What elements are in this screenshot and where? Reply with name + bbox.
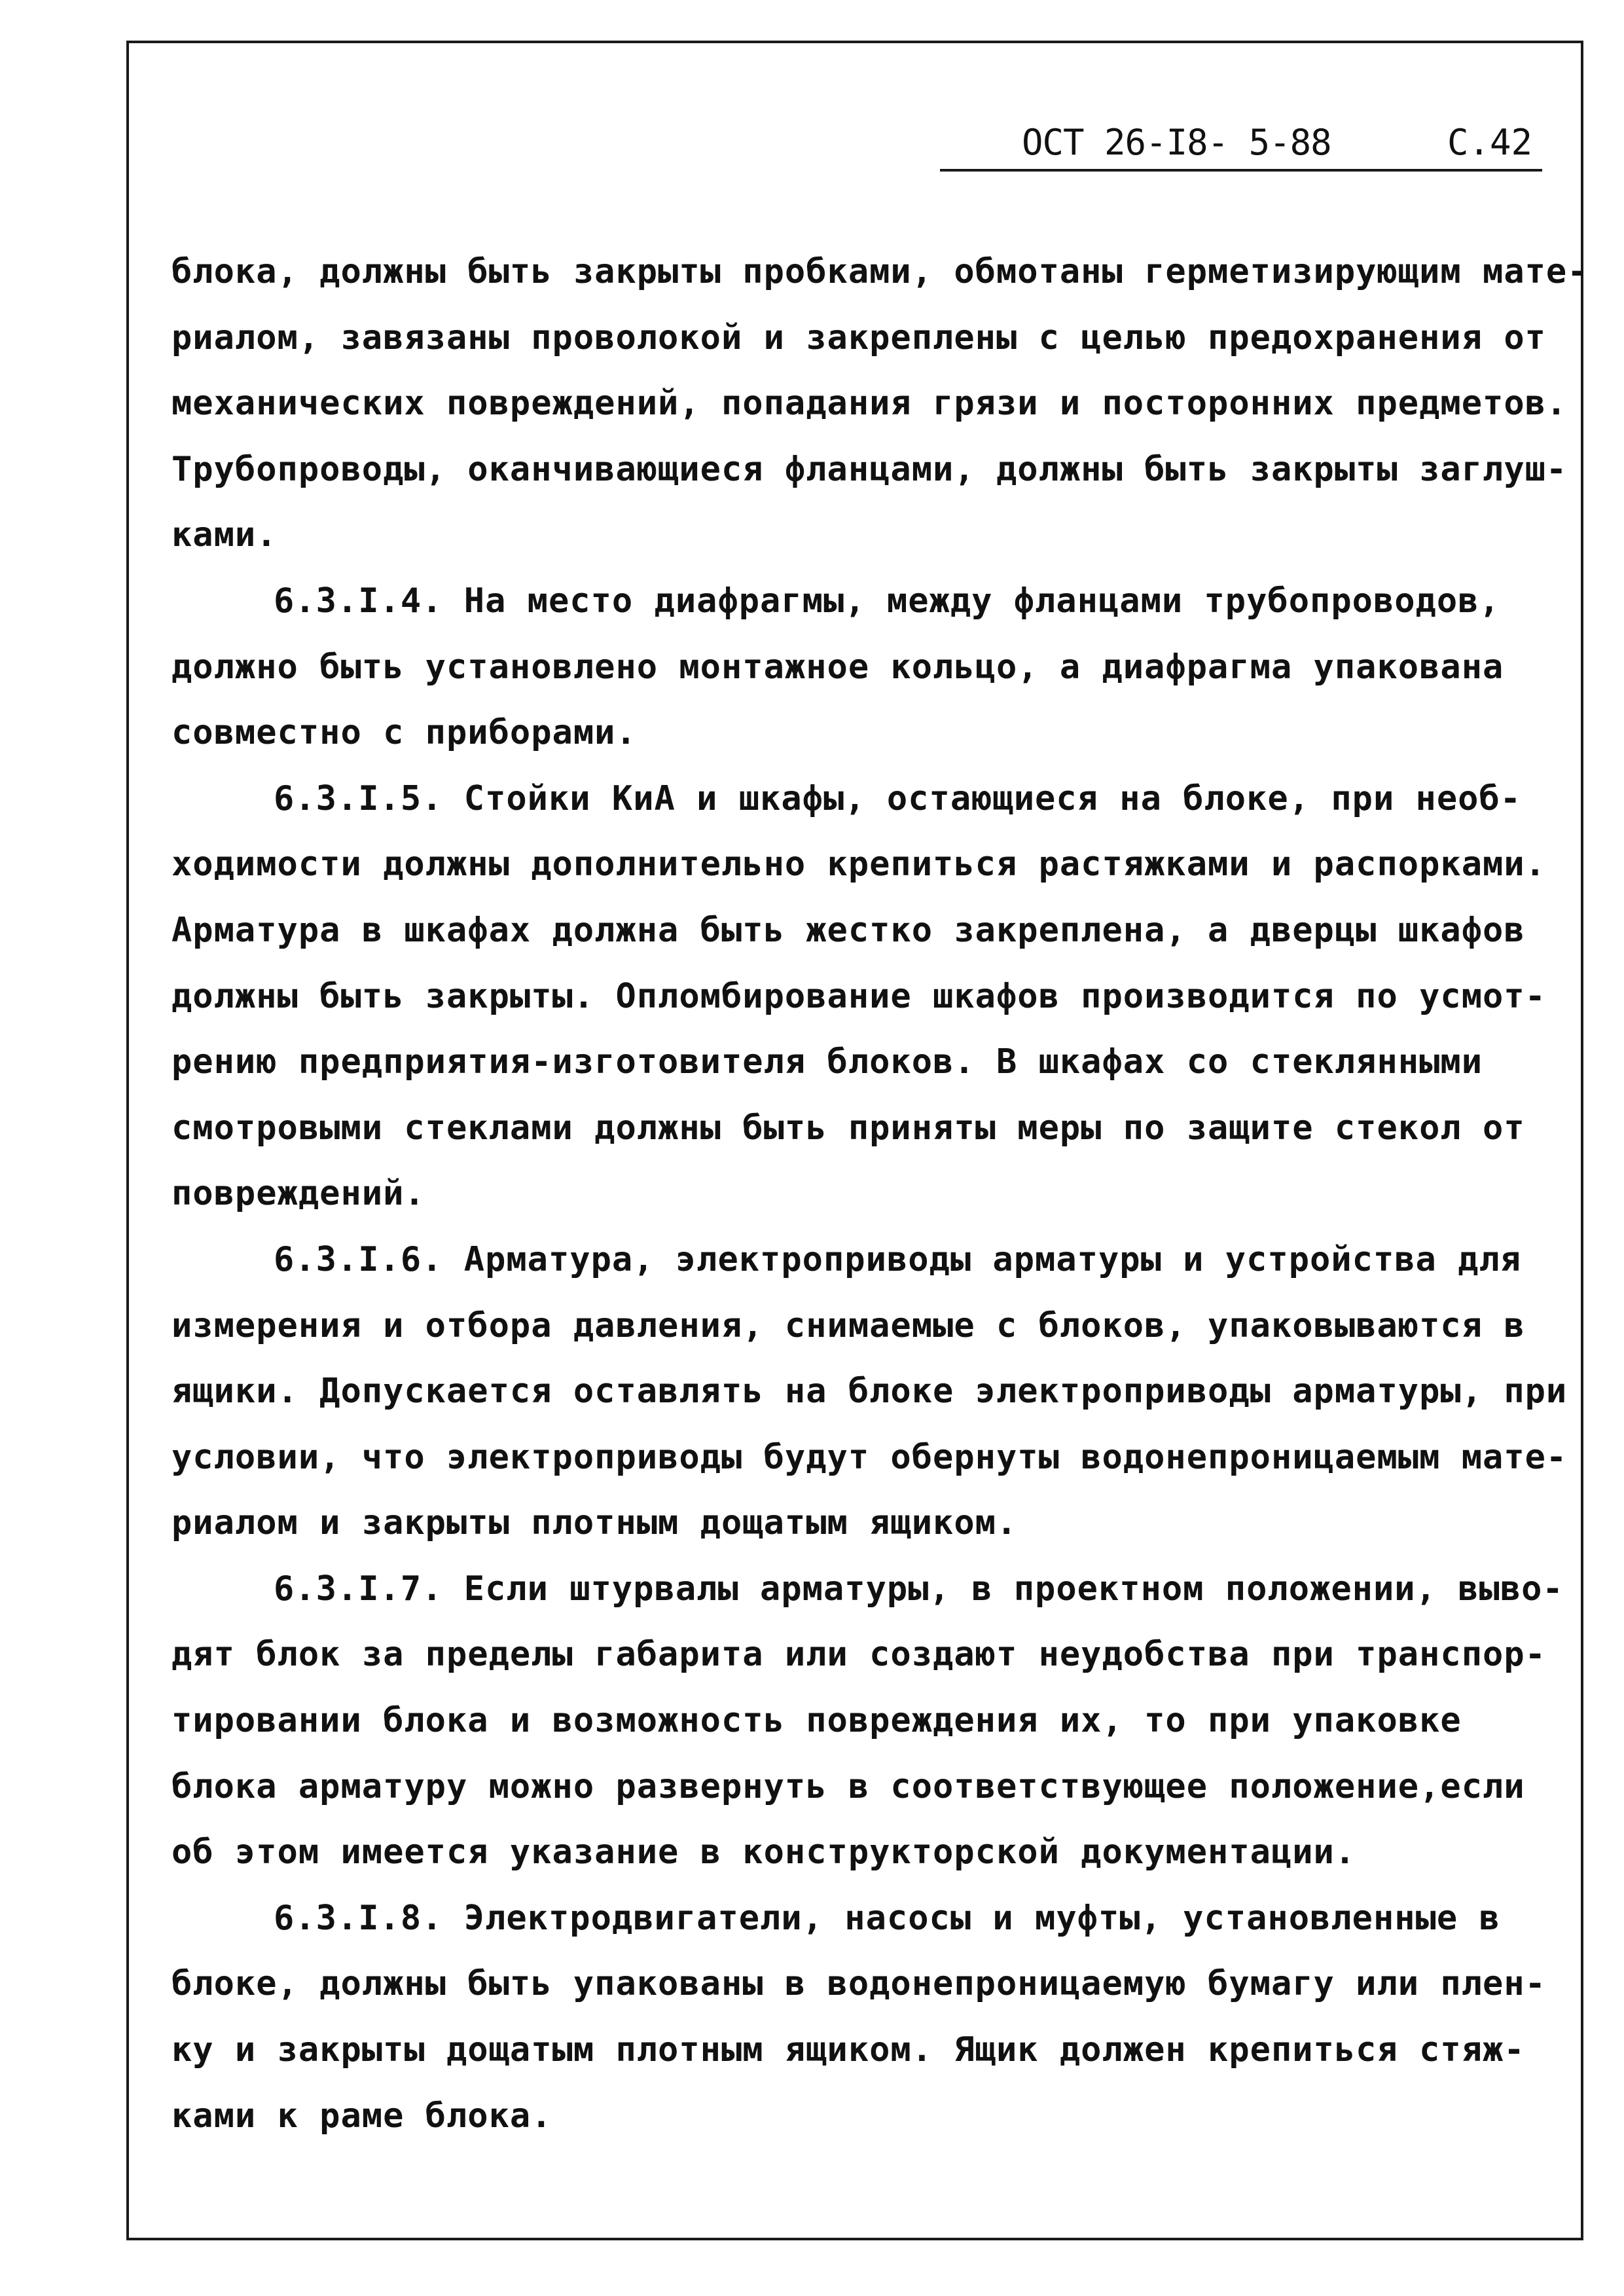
text-line: смотровыми стеклами должны быть приняты меры по защите стекол от <box>171 1108 1525 1148</box>
text-line: измерения и отбора давления, снимаемые с блоков, упаковываются в <box>171 1305 1525 1345</box>
page-header <box>940 122 1542 174</box>
text-line: условии, что электроприводы будут обернуты водонепроницаемым мате- <box>171 1437 1568 1477</box>
body-text <box>171 239 1589 2149</box>
document-designation: ОСТ 26-I8- 5-88 <box>1022 122 1331 163</box>
text-line: совместно с приборами. <box>171 713 637 753</box>
text-line: должно быть установлено монтажное кольцо, а диафрагма упакована <box>171 647 1504 687</box>
text-line: ходимости должны дополнительно крепиться растяжками и распорками. <box>171 845 1546 884</box>
clause-6-3-1-5-start: 6.3.I.5. Стойки КиА и шкафы, остающиеся на блоке, при необ- <box>274 778 1522 818</box>
text-line: блока арматуру можно развернуть в соответствующее положение,если <box>171 1766 1525 1806</box>
text-line: ящики. Допускается оставлять на блоке электроприводы арматуры, при <box>171 1372 1568 1412</box>
clause-6-3-1-4-start: 6.3.I.4. На место диафрагмы, между фланцами трубопроводов, <box>274 581 1500 621</box>
text-line: блока, должны быть закрыты пробками, обмотаны герметизирующим мате- <box>171 252 1589 291</box>
text-line: риалом и закрыты плотным дощатым ящиком. <box>171 1503 1018 1543</box>
text-line: должны быть закрыты. Опломбирование шкафов производится по усмот- <box>171 976 1546 1016</box>
header-rule <box>940 169 1542 172</box>
clause-6-3-1-7-start: 6.3.I.7. Если штурвалы арматуры, в проектном положении, выво- <box>274 1569 1564 1609</box>
text-line: повреждений. <box>171 1174 425 1214</box>
text-line: ками. <box>171 515 278 555</box>
text-line: блоке, должны быть упакованы в водонепроницаемую бумагу или плен- <box>171 1964 1546 2004</box>
text-line: Арматура в шкафах должна быть жестко закреплена, а дверцы шкафов <box>171 910 1525 950</box>
text-line: дят блок за пределы габарита или создают неудобства при транспор- <box>171 1635 1546 1675</box>
text-line: механических повреждений, попадания грязи и посторонних предметов. <box>171 384 1568 424</box>
text-line: рению предприятия-изготовителя блоков. В шкафах со стеклянными <box>171 1042 1483 1082</box>
text-line: об этом имеется указание в конструкторской документации. <box>171 1832 1356 1872</box>
page-number: С.42 <box>1447 122 1532 163</box>
text-line: риалом, завязаны проволокой и закреплены с целью предохранения от <box>171 318 1546 357</box>
clause-6-3-1-6-start: 6.3.I.6. Арматура, электроприводы арматуры и устройства для <box>274 1239 1522 1279</box>
text-line: ками к раме блока. <box>171 2096 552 2136</box>
text-line: ку и закрыты дощатым плотным ящиком. Ящик должен крепиться стяж- <box>171 2030 1525 2070</box>
text-line: Трубопроводы, оканчивающиеся фланцами, должны быть закрыты заглуш- <box>171 449 1568 489</box>
clause-6-3-1-8-start: 6.3.I.8. Электродвигатели, насосы и муфты, установленные в <box>274 1898 1500 1938</box>
text-line: тировании блока и возможность повреждения их, то при упаковке <box>171 1701 1462 1741</box>
